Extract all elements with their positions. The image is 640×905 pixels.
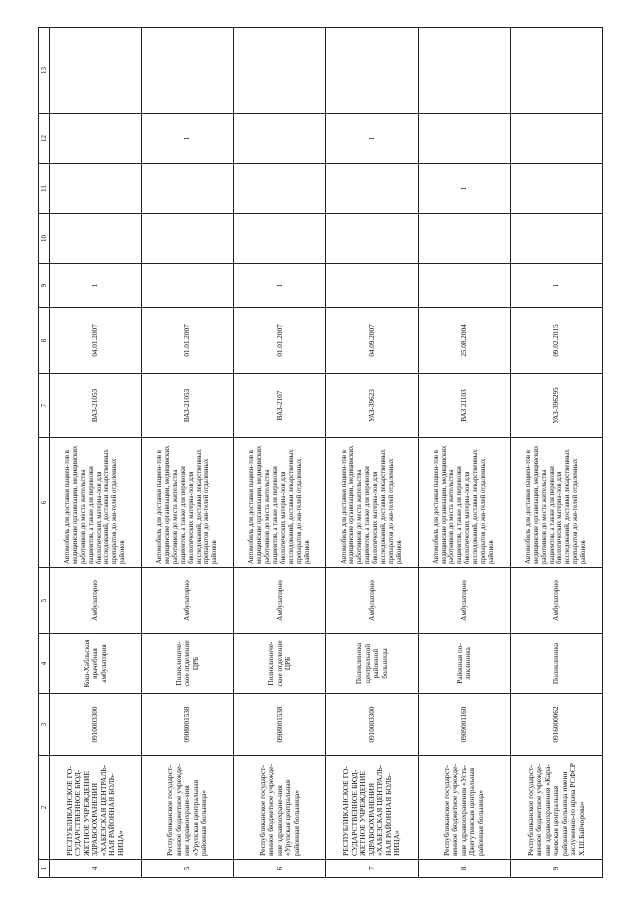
organization-name: Республиканское государст-венное бюджетное учрежде-ние здравоохранения «Кара-чаевская центральная районная больница имени заслуженно-го врача РСФСР Х.Ш.Байчорова» — [510, 756, 602, 860]
organization-code: 0908001538 — [142, 694, 234, 756]
care-type: Амбулаторно — [50, 568, 142, 634]
header-cell: 10 — [39, 214, 50, 264]
organization-name: РЕСПУБЛИКАНСКОЕ ГО-СУДАРСТВЕННОЕ БЮД-ЖЕТНОЕ УЧРЕЖДЕНИЕ ЗДРАВООХРАНЕНИЯ «ХАБЕЗСКАЯ ЦЕНТРАЛЬ-НАЯ РАЙОННАЯ БОЛЬ-НИЦА» — [50, 756, 142, 860]
col-12-value — [234, 114, 326, 164]
organization-name: Республиканское государст-венное бюджетное учрежде-ние здравоохране-ния «Урупская центральная районная больница» — [142, 756, 234, 860]
vehicle-purpose: Автомобиль для доставки пациен-тов в медицинские организации, медицинских работников до места жительства пациентов, а также для перевозки биологических материа-лов для исследований, доставки лекарственных препаратов до жи-телей отдаленных районов — [142, 438, 234, 568]
col-11-value — [326, 164, 418, 214]
registration-date: 25.08.2004 — [418, 308, 510, 374]
col-9-value — [326, 264, 418, 308]
header-cell: 4 — [39, 634, 50, 694]
unit-name: Поликлиника центральной районной больницы — [326, 634, 418, 694]
header-cell: 13 — [39, 28, 50, 114]
col-13-value — [326, 28, 418, 114]
vehicle-purpose: Автомобиль для доставки пациен-тов в медицинские организации, медицинских работников до места жительства пациентов, а также для перевозки биологических материа-лов для исследований, доставки лекарственных препаратов до жи-телей отдаленных районов — [326, 438, 418, 568]
col-10-value — [418, 214, 510, 264]
header-cell: 3 — [39, 694, 50, 756]
table-row — [510, 28, 602, 878]
col-12-value: 1 — [142, 114, 234, 164]
registration-date: 04.09.2007 — [326, 308, 418, 374]
row-number: 6 — [234, 860, 326, 878]
col-11-value — [142, 164, 234, 214]
organization-name: Республиканское государст-венное бюджетное учрежде-ние здравоохранения «Усть-Джегутинская центральная районная больница» — [418, 756, 510, 860]
vehicle-model: ВАЗ-21053 — [142, 374, 234, 438]
table-row — [326, 28, 418, 878]
header-cell: 11 — [39, 164, 50, 214]
col-13-value — [142, 28, 234, 114]
row-number: 7 — [326, 860, 418, 878]
row-number: 8 — [418, 860, 510, 878]
registration-date: 01.01.2007 — [234, 308, 326, 374]
organization-code: 0908001538 — [234, 694, 326, 756]
registration-date: 04.01.2007 — [50, 308, 142, 374]
col-12-value — [50, 114, 142, 164]
col-10-value — [50, 214, 142, 264]
col-13-value — [234, 28, 326, 114]
col-11-value: 1 — [418, 164, 510, 214]
col-9-value — [142, 264, 234, 308]
header-cell: 2 — [39, 756, 50, 860]
organization-name: РЕСПУБЛИКАНСКОЕ ГО-СУДАРСТВЕННОЕ БЮД-ЖЕТНОЕ УЧРЕЖДЕНИЕ ЗДРАВООХРАНЕНИЯ «ХАБЕЗСКАЯ ЦЕНТРАЛЬ-НАЯ РАЙОННАЯ БОЛЬ-НИЦА» — [326, 756, 418, 860]
col-9-value: 1 — [510, 264, 602, 308]
vehicle-model: УАЗ-396295 — [510, 374, 602, 438]
row-number: 9 — [510, 860, 602, 878]
organization-code: 0916000062 — [510, 694, 602, 756]
header-cell: 8 — [39, 308, 50, 374]
care-type: Амбулаторно — [418, 568, 510, 634]
unit-name: Поликлиниче-ское отделение ЦРБ — [234, 634, 326, 694]
col-11-value — [50, 164, 142, 214]
header-cell: 1 — [39, 860, 50, 878]
vehicle-purpose: Автомобиль для доставки пациен-тов в медицинские организации, медицинских работников до места жительства пациентов, а также для перевозки биологических материа-лов для исследований, доставки лекарственных препаратов до жи-телей отдаленных районов — [510, 438, 602, 568]
col-12-value: 1 — [326, 114, 418, 164]
vehicle-model: ВАЗ 21103 — [418, 374, 510, 438]
row-number: 5 — [142, 860, 234, 878]
unit-name: Поликлиника — [510, 634, 602, 694]
care-type: Амбулаторно — [326, 568, 418, 634]
header-cell: 5 — [39, 568, 50, 634]
vehicle-purpose: Автомобиль для доставки пациен-тов в медицинские организации, медицинских работников до места жительства пациентов, а также для перевозки биологических материа-лов для исследований, доставки лекарственных препаратов до жи-телей отдаленных районов — [418, 438, 510, 568]
col-13-value — [50, 28, 142, 114]
col-13-value — [418, 28, 510, 114]
vehicle-table — [38, 27, 603, 878]
vehicle-model: УАЗ-39623 — [326, 374, 418, 438]
col-12-value — [418, 114, 510, 164]
care-type: Амбулаторно — [234, 568, 326, 634]
organization-code: 0910003300 — [326, 694, 418, 756]
col-11-value — [234, 164, 326, 214]
col-9-value — [418, 264, 510, 308]
table-row — [50, 28, 142, 878]
row-number: 4 — [50, 860, 142, 878]
header-cell: 6 — [39, 438, 50, 568]
registration-date: 09.02.2015 — [510, 308, 602, 374]
care-type: Амбулаторно — [142, 568, 234, 634]
vehicle-purpose: Автомобиль для доставки пациен-тов в медицинские организации, медицинских работников до места жительства пациентов, а также для перевозки биологических материа-лов для исследований, доставки лекарственных препаратов до жи-телей отдаленных районов — [234, 438, 326, 568]
col-13-value — [510, 28, 602, 114]
header-cell: 7 — [39, 374, 50, 438]
table-row — [418, 28, 510, 878]
vehicle-model: ВАЗ-21053 — [50, 374, 142, 438]
registration-date: 01.01.2007 — [142, 308, 234, 374]
organization-code: 0910003300 — [50, 694, 142, 756]
organization-code: 0909001160 — [418, 694, 510, 756]
col-9-value: 1 — [50, 264, 142, 308]
table-row — [142, 28, 234, 878]
unit-name: Кош-Хабльская врачебная амбулатория — [50, 634, 142, 694]
care-type: Амбулаторно — [510, 568, 602, 634]
header-cell: 9 — [39, 264, 50, 308]
col-11-value — [510, 164, 602, 214]
col-10-value — [326, 214, 418, 264]
header-cell: 12 — [39, 114, 50, 164]
col-10-value — [234, 214, 326, 264]
organization-name: Республиканское государст-венное бюджетное учрежде-ние здравоохране-ния «Урупская центральная районная больница» — [234, 756, 326, 860]
header-row — [39, 28, 50, 878]
unit-name: Районная по-ликлиника — [418, 634, 510, 694]
table-row — [234, 28, 326, 878]
vehicle-model: ВАЗ-2107 — [234, 374, 326, 438]
col-12-value — [510, 114, 602, 164]
col-9-value: 1 — [234, 264, 326, 308]
col-10-value — [142, 214, 234, 264]
col-10-value — [510, 214, 602, 264]
rotated-table-container — [38, 28, 603, 878]
vehicle-purpose: Автомобиль для доставки пациен-тов в медицинские организации, медицинских работников до места жительства пациентов, а также для перевозки биологических материа-лов для исследований, доставки лекарственных препаратов до жи-телей отдаленных районов — [50, 438, 142, 568]
unit-name: Поликлиниче-ское отделение ЦРБ — [142, 634, 234, 694]
